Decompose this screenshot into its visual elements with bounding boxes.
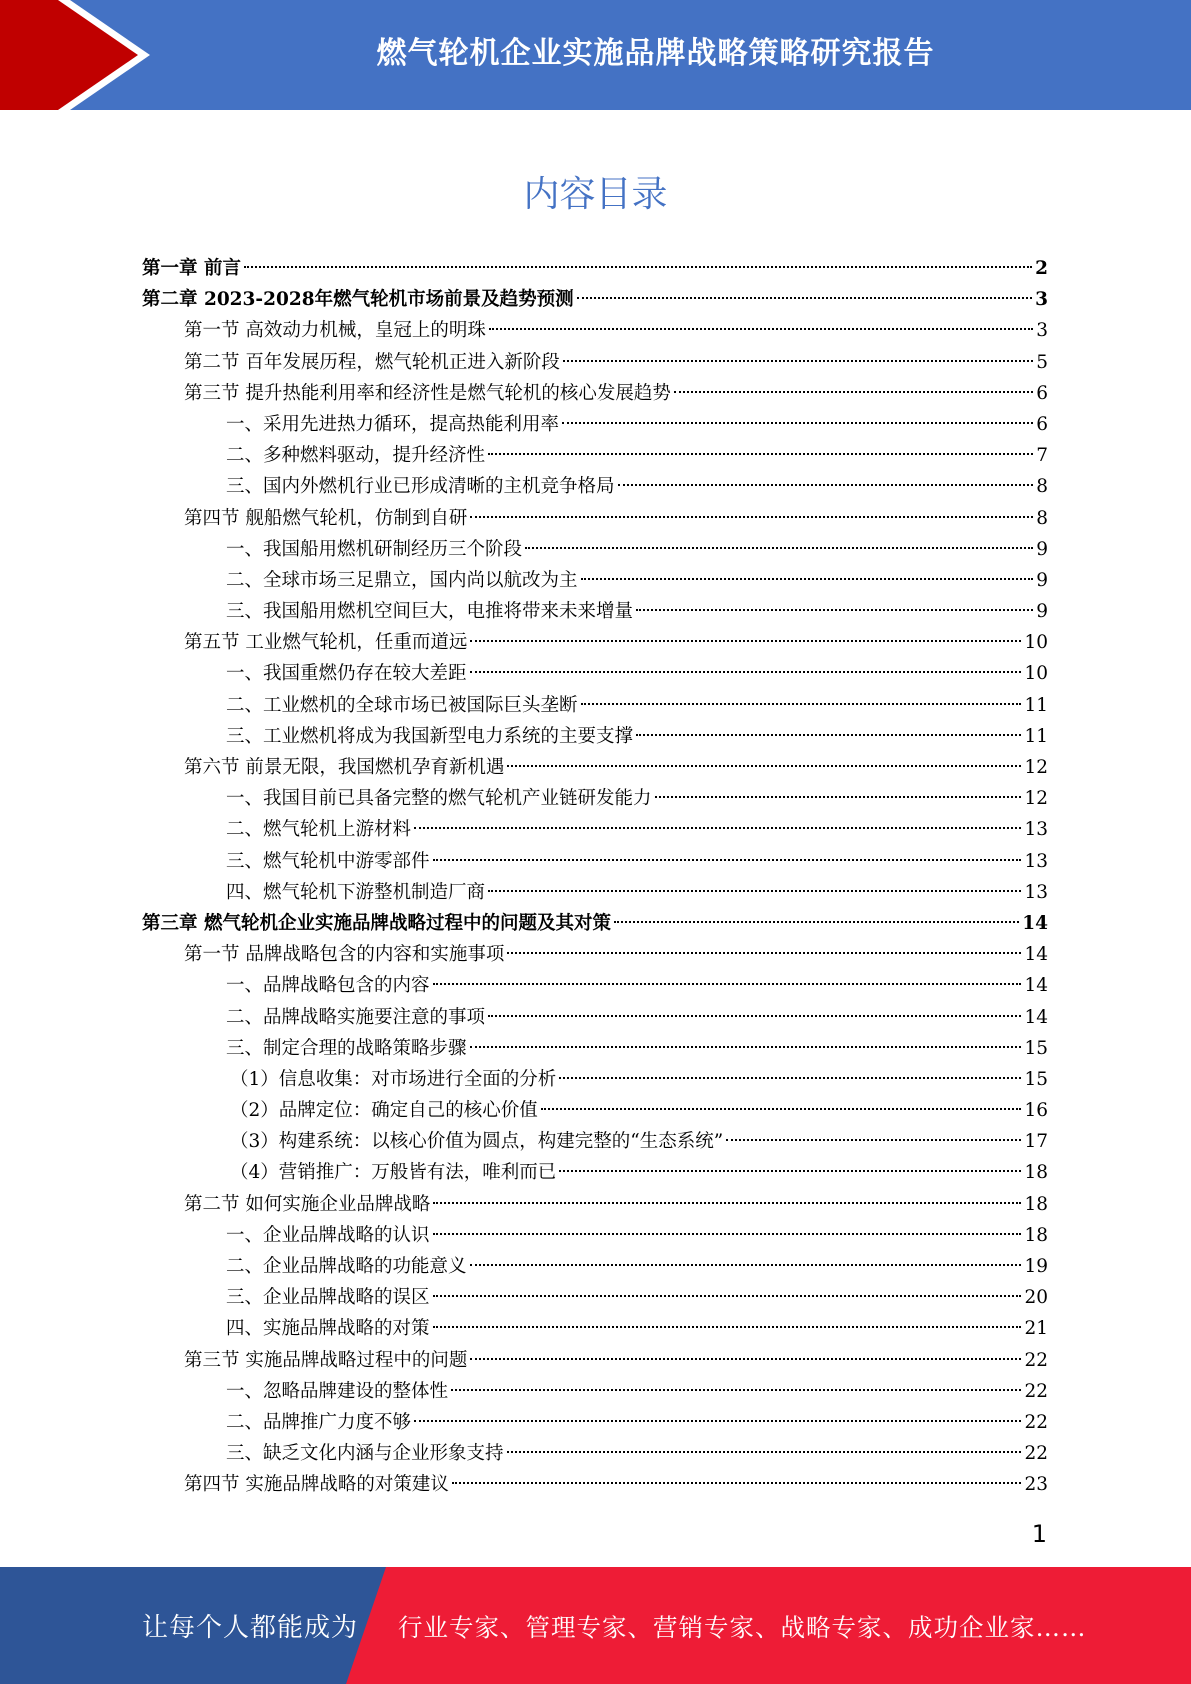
toc-entry-title: 第五节 工业燃气轮机，任重而道远 xyxy=(184,632,468,654)
toc-dot-leader xyxy=(470,640,1021,642)
toc-entry-page: 20 xyxy=(1024,1287,1048,1309)
toc-entry[interactable] xyxy=(142,1002,1048,1033)
toc-dot-leader xyxy=(433,1326,1022,1328)
toc-entry-page: 9 xyxy=(1036,538,1048,560)
toc-entry-title: 第三节 提升热能利用率和经济性是燃气轮机的核心发展趋势 xyxy=(184,382,671,404)
toc-entry-page: 19 xyxy=(1024,1256,1048,1277)
toc-entry-page: 13 xyxy=(1024,819,1048,841)
toc-entry-page: 18 xyxy=(1024,1193,1048,1215)
toc-entry[interactable] xyxy=(142,1407,1048,1438)
toc-dot-leader xyxy=(451,1389,1021,1391)
toc-entry[interactable] xyxy=(142,1345,1048,1376)
toc-entry-title: 一、我国目前已具备完整的燃气轮机产业链研发能力 xyxy=(226,788,652,810)
toc-entry[interactable] xyxy=(142,908,1048,939)
footer-slogan-right: 行业专家、管理专家、营销专家、战略专家、成功企业家…… xyxy=(398,1613,1087,1642)
header-banner xyxy=(0,0,1191,110)
toc-entry-title: 一、我国船用燃机研制经历三个阶段 xyxy=(226,538,523,560)
toc-entry[interactable] xyxy=(142,783,1048,814)
toc-entry-title: 第六节 前景无限，我国燃机孕育新机遇 xyxy=(184,757,505,778)
toc-dot-leader xyxy=(414,827,1021,829)
toc-entry-page: 23 xyxy=(1024,1474,1048,1496)
toc-entry-title: 二、工业燃机的全球市场已被国际巨头垄断 xyxy=(226,694,578,716)
toc-entry-page: 8 xyxy=(1036,476,1048,498)
toc-dot-leader xyxy=(559,1077,1021,1079)
toc-entry-page: 11 xyxy=(1024,694,1048,716)
table-of-contents xyxy=(142,253,1048,1501)
toc-entry-title: 二、燃气轮机上游材料 xyxy=(226,819,412,841)
toc-entry-page: 2 xyxy=(1035,258,1048,279)
toc-entry[interactable] xyxy=(142,284,1048,315)
toc-dot-leader xyxy=(636,609,1033,611)
toc-dot-leader xyxy=(655,796,1022,798)
toc-entry-page: 3 xyxy=(1035,289,1048,311)
toc-dot-leader xyxy=(581,578,1034,580)
toc-entry[interactable] xyxy=(142,409,1048,440)
toc-entry[interactable] xyxy=(142,658,1048,689)
toc-entry[interactable] xyxy=(142,1313,1048,1344)
toc-dot-leader xyxy=(581,703,1022,705)
toc-entry-page: 7 xyxy=(1036,445,1048,467)
toc-entry-page: 12 xyxy=(1024,757,1048,778)
toc-entry-title: 三、缺乏文化内涵与企业形象支持 xyxy=(226,1443,504,1465)
toc-dot-leader xyxy=(244,266,1032,268)
toc-entry[interactable] xyxy=(142,440,1048,471)
toc-entry-title: 第二节 百年发展历程，燃气轮机正进入新阶段 xyxy=(184,351,560,373)
toc-entry[interactable] xyxy=(142,846,1048,877)
toc-entry-title: 二、企业品牌战略的功能意义 xyxy=(226,1256,467,1277)
toc-dot-leader xyxy=(452,1482,1022,1484)
toc-entry-title: 三、燃气轮机中游零部件 xyxy=(226,850,430,872)
toc-entry-page: 6 xyxy=(1036,413,1048,435)
toc-dot-leader xyxy=(433,983,1022,985)
toc-dot-leader xyxy=(433,1295,1022,1297)
toc-entry[interactable] xyxy=(142,752,1048,783)
toc-entry[interactable] xyxy=(142,939,1048,970)
toc-entry[interactable] xyxy=(142,1282,1048,1313)
page-number: 1 xyxy=(1031,1520,1047,1548)
toc-entry-page: 10 xyxy=(1024,663,1048,685)
toc-entry-page: 6 xyxy=(1036,382,1048,404)
toc-entry-title: 第二章 2023-2028年燃气轮机市场前景及趋势预测 xyxy=(142,289,574,311)
toc-entry-title: （3）构建系统：以核心价值为圆点，构建完整的“生态系统” xyxy=(230,1131,724,1153)
toc-dot-leader xyxy=(618,484,1034,486)
toc-entry-page: 18 xyxy=(1024,1162,1048,1184)
toc-entry-page: 13 xyxy=(1024,881,1048,903)
toc-entry-page: 21 xyxy=(1024,1318,1048,1340)
toc-entry-title: 第二节 如何实施企业品牌战略 xyxy=(184,1193,431,1215)
toc-entry-page: 15 xyxy=(1024,1037,1048,1059)
toc-entry[interactable] xyxy=(142,347,1048,378)
toc-entry-title: 第四节 实施品牌战略的对策建议 xyxy=(184,1474,449,1496)
toc-entry-title: 一、企业品牌战略的认识 xyxy=(226,1224,430,1246)
toc-entry[interactable] xyxy=(142,1251,1048,1282)
toc-entry[interactable] xyxy=(142,721,1048,752)
toc-entry-page: 13 xyxy=(1024,850,1048,872)
toc-entry[interactable] xyxy=(142,378,1048,409)
toc-dot-leader xyxy=(577,297,1033,299)
toc-dot-leader xyxy=(489,328,1033,330)
toc-entry[interactable] xyxy=(142,627,1048,658)
toc-entry-page: 22 xyxy=(1024,1349,1048,1371)
toc-entry[interactable] xyxy=(142,534,1048,565)
toc-entry-title: 二、品牌推广力度不够 xyxy=(226,1411,412,1433)
toc-entry-page: 9 xyxy=(1036,601,1048,623)
toc-entry-page: 16 xyxy=(1024,1100,1048,1122)
toc-entry-title: 四、实施品牌战略的对策 xyxy=(226,1318,430,1340)
toc-entry-title: 第一节 高效动力机械，皇冠上的明珠 xyxy=(184,320,486,342)
toc-entry[interactable] xyxy=(142,315,1048,346)
toc-dot-leader xyxy=(470,1264,1022,1266)
toc-entry[interactable] xyxy=(142,1220,1048,1251)
toc-entry-page: 14 xyxy=(1024,944,1048,966)
toc-dot-leader xyxy=(507,952,1021,954)
toc-dot-leader xyxy=(488,453,1033,455)
toc-entry-title: 三、企业品牌战略的误区 xyxy=(226,1287,430,1309)
toc-entry-title: 第四节 舰船燃气轮机，仿制到自研 xyxy=(184,507,468,529)
toc-dot-leader xyxy=(674,391,1033,393)
toc-entry[interactable] xyxy=(142,503,1048,534)
toc-dot-leader xyxy=(433,1202,1021,1204)
toc-entry[interactable] xyxy=(142,1157,1048,1188)
toc-entry-title: 三、国内外燃机行业已形成清晰的主机竞争格局 xyxy=(226,476,615,498)
toc-entry-title: 二、全球市场三足鼎立，国内尚以航改为主 xyxy=(226,569,578,591)
toc-dot-leader xyxy=(470,1046,1022,1048)
toc-entry[interactable] xyxy=(142,1064,1048,1095)
toc-entry-title: 二、多种燃料驱动，提升经济性 xyxy=(226,445,486,467)
toc-entry-title: 三、制定合理的战略策略步骤 xyxy=(226,1037,467,1059)
toc-dot-leader xyxy=(470,516,1033,518)
toc-entry[interactable] xyxy=(142,877,1048,908)
toc-entry[interactable] xyxy=(142,1126,1048,1157)
toc-entry-title: （4）营销推广：万般皆有法，唯利而已 xyxy=(230,1162,557,1184)
toc-heading: 内容目录 xyxy=(523,174,668,215)
toc-dot-leader xyxy=(614,921,1019,923)
toc-entry[interactable] xyxy=(142,596,1048,627)
toc-entry[interactable] xyxy=(142,1376,1048,1407)
toc-entry-title: （2）品牌定位：确定自己的核心价值 xyxy=(230,1100,538,1122)
toc-entry-page: 22 xyxy=(1024,1443,1048,1465)
toc-dot-leader xyxy=(559,1170,1021,1172)
toc-entry-title: 一、品牌战略包含的内容 xyxy=(226,975,430,997)
toc-entry-title: 一、我国重燃仍存在较大差距 xyxy=(226,663,467,685)
toc-entry-page: 9 xyxy=(1036,569,1048,591)
toc-entry-title: 第一节 品牌战略包含的内容和实施事项 xyxy=(184,944,505,966)
toc-dot-leader xyxy=(726,1139,1021,1141)
toc-entry-page: 15 xyxy=(1024,1068,1048,1090)
toc-entry-page: 18 xyxy=(1024,1224,1048,1246)
toc-entry[interactable] xyxy=(142,1033,1048,1064)
toc-entry-title: 三、工业燃机将成为我国新型电力系统的主要支撑 xyxy=(226,725,634,747)
toc-entry[interactable] xyxy=(142,1469,1048,1500)
toc-dot-leader xyxy=(488,890,1021,892)
toc-entry-page: 22 xyxy=(1024,1380,1048,1402)
toc-entry[interactable] xyxy=(142,1095,1048,1126)
toc-entry-title: （1）信息收集：对市场进行全面的分析 xyxy=(230,1068,557,1090)
toc-entry-title: 二、品牌战略实施要注意的事项 xyxy=(226,1006,486,1028)
toc-entry-title: 一、采用先进热力循环，提高热能利用率 xyxy=(226,413,560,435)
toc-entry-page: 22 xyxy=(1024,1411,1048,1433)
toc-entry-title: 第三节 实施品牌战略过程中的问题 xyxy=(184,1349,468,1371)
toc-entry-title: 三、我国船用燃机空间巨大，电推将带来未来增量 xyxy=(226,601,634,623)
toc-entry-page: 11 xyxy=(1024,725,1048,747)
toc-entry[interactable] xyxy=(142,814,1048,845)
footer-slogan-left: 让每个人都能成为 xyxy=(142,1613,359,1643)
toc-entry-page: 14 xyxy=(1022,912,1048,934)
toc-entry-title: 一、忽略品牌建设的整体性 xyxy=(226,1380,449,1402)
toc-dot-leader xyxy=(507,765,1021,767)
toc-entry-title: 四、燃气轮机下游整机制造厂商 xyxy=(226,881,486,903)
toc-dot-leader xyxy=(414,1420,1021,1422)
toc-entry-page: 5 xyxy=(1036,351,1048,373)
toc-entry[interactable] xyxy=(142,1189,1048,1220)
toc-entry-page: 14 xyxy=(1024,975,1048,997)
toc-dot-leader xyxy=(563,360,1033,362)
toc-dot-leader xyxy=(541,1108,1022,1110)
toc-entry-title: 第一章 前言 xyxy=(142,258,241,279)
toc-dot-leader xyxy=(470,671,1022,673)
toc-entry[interactable] xyxy=(142,1438,1048,1469)
toc-entry-page: 3 xyxy=(1036,320,1048,342)
toc-dot-leader xyxy=(507,1451,1022,1453)
toc-entry[interactable] xyxy=(142,471,1048,502)
report-title: 燃气轮机企业实施品牌战略策略研究报告 xyxy=(376,36,935,71)
toc-entry-page: 10 xyxy=(1024,632,1048,654)
toc-entry-title: 第三章 燃气轮机企业实施品牌战略过程中的问题及其对策 xyxy=(142,912,611,934)
toc-entry-page: 14 xyxy=(1024,1006,1048,1028)
toc-entry[interactable] xyxy=(142,253,1048,284)
toc-entry[interactable] xyxy=(142,690,1048,721)
toc-dot-leader xyxy=(470,1358,1021,1360)
footer-banner xyxy=(0,1567,1191,1684)
toc-dot-leader xyxy=(636,734,1021,736)
toc-entry-page: 17 xyxy=(1024,1131,1048,1153)
toc-dot-leader xyxy=(525,547,1033,549)
toc-entry[interactable] xyxy=(142,970,1048,1001)
toc-entry-page: 8 xyxy=(1036,507,1048,529)
toc-entry-page: 12 xyxy=(1024,788,1048,810)
toc-dot-leader xyxy=(433,1233,1022,1235)
toc-dot-leader xyxy=(562,422,1033,424)
toc-dot-leader xyxy=(488,1015,1021,1017)
toc-entry[interactable] xyxy=(142,565,1048,596)
toc-dot-leader xyxy=(433,859,1022,861)
